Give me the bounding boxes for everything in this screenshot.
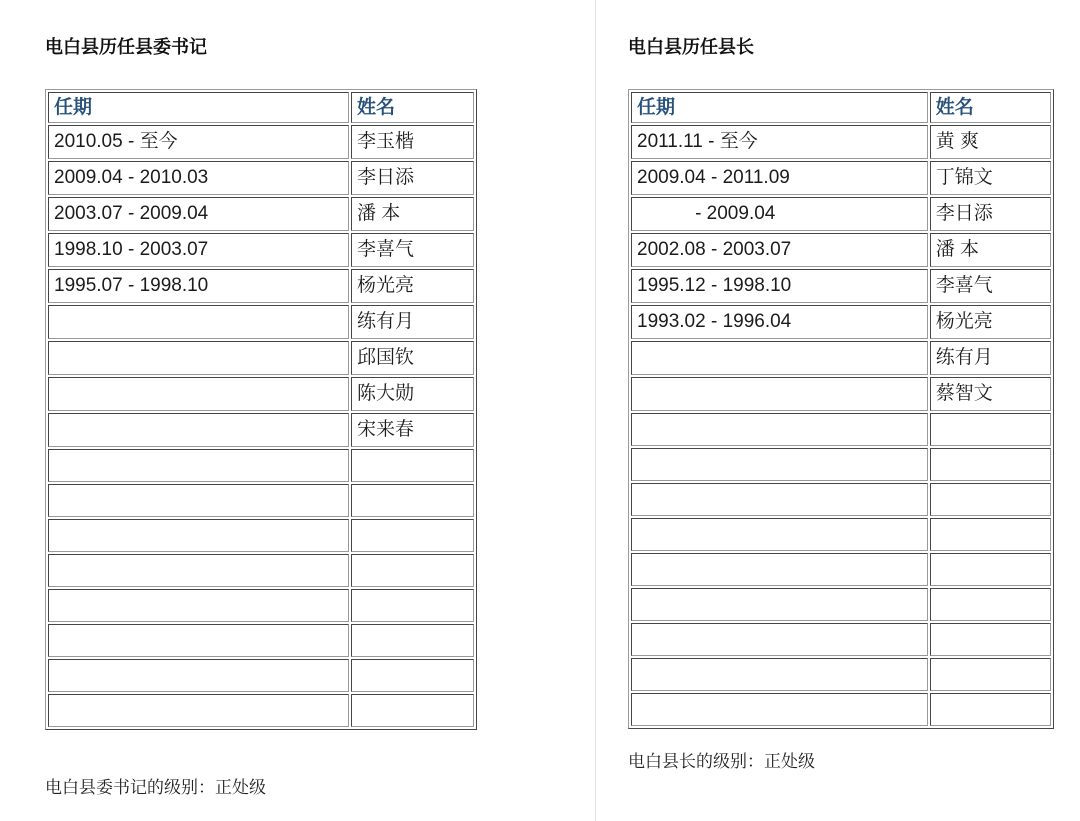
term-cell <box>48 377 349 411</box>
term-cell <box>48 305 349 339</box>
name-cell <box>930 553 1051 586</box>
table-row <box>48 305 474 339</box>
name-cell: 李喜气 <box>930 269 1051 303</box>
name-cell <box>930 413 1051 446</box>
table-row <box>48 377 474 411</box>
term-cell <box>631 483 928 516</box>
term-cell: 1998.10 - 2003.07 <box>48 233 349 267</box>
panel-divider-line <box>595 0 596 821</box>
term-cell <box>631 341 928 375</box>
name-cell <box>930 483 1051 516</box>
table-row <box>48 197 474 231</box>
name-cell <box>351 519 474 552</box>
table-row <box>48 659 474 692</box>
magistrates-table <box>628 89 1054 729</box>
name-cell: 李日添 <box>930 197 1051 231</box>
secretaries-title: 电白县历任县委书记 <box>45 37 207 57</box>
term-cell <box>631 658 928 691</box>
table-row <box>631 553 1051 586</box>
term-cell: 1995.12 - 1998.10 <box>631 269 928 303</box>
term-cell <box>48 624 349 657</box>
name-cell: 黄 爽 <box>930 125 1051 159</box>
name-cell: 练有月 <box>351 305 474 339</box>
name-cell <box>351 484 474 517</box>
term-cell <box>631 413 928 446</box>
name-cell <box>930 623 1051 656</box>
table-row <box>631 588 1051 621</box>
secretaries-table <box>45 89 477 730</box>
table-row <box>631 197 1051 231</box>
header-row <box>48 92 474 123</box>
term-cell: 2003.07 - 2009.04 <box>48 197 349 231</box>
table-row <box>631 448 1051 481</box>
name-cell: 邱国钦 <box>351 341 474 375</box>
table-row <box>48 161 474 195</box>
table-row <box>631 161 1051 195</box>
name-column-header: 姓名 <box>351 92 474 123</box>
table-row <box>631 125 1051 159</box>
term-cell <box>631 588 928 621</box>
name-cell: 李玉楷 <box>351 125 474 159</box>
term-cell <box>48 694 349 727</box>
name-cell: 潘 本 <box>351 197 474 231</box>
table-row <box>48 519 474 552</box>
name-cell <box>351 694 474 727</box>
table-row <box>48 125 474 159</box>
name-cell: 李日添 <box>351 161 474 195</box>
name-cell <box>351 659 474 692</box>
table-row <box>48 233 474 267</box>
term-cell: 2011.11 - 至今 <box>631 125 928 159</box>
term-cell: 2009.04 - 2011.09 <box>631 161 928 195</box>
term-cell <box>631 518 928 551</box>
table-row <box>631 269 1051 303</box>
term-cell <box>48 589 349 622</box>
table-row <box>631 518 1051 551</box>
table-row <box>48 341 474 375</box>
secretaries-panel <box>45 36 477 800</box>
term-cell <box>48 484 349 517</box>
term-cell <box>48 413 349 447</box>
term-cell: 2009.04 - 2010.03 <box>48 161 349 195</box>
name-cell <box>351 554 474 587</box>
magistrates-rank-note: 电白县长的级别：正处级 <box>628 752 815 771</box>
term-cell <box>48 659 349 692</box>
table-row <box>631 413 1051 446</box>
name-cell <box>930 518 1051 551</box>
term-cell: 2010.05 - 至今 <box>48 125 349 159</box>
table-row <box>631 233 1051 267</box>
name-cell: 蔡智文 <box>930 377 1051 411</box>
table-row <box>631 377 1051 411</box>
table-row <box>48 484 474 517</box>
name-cell <box>351 624 474 657</box>
term-cell: 1995.07 - 1998.10 <box>48 269 349 303</box>
name-cell <box>930 448 1051 481</box>
table-row <box>48 589 474 622</box>
term-cell: 1993.02 - 1996.04 <box>631 305 928 339</box>
term-cell <box>631 623 928 656</box>
table-row <box>631 341 1051 375</box>
term-cell: - 2009.04 <box>631 197 928 231</box>
table-row <box>48 269 474 303</box>
term-cell <box>631 693 928 726</box>
magistrates-title: 电白县历任县长 <box>628 37 754 57</box>
table-row <box>631 483 1051 516</box>
name-cell: 丁锦文 <box>930 161 1051 195</box>
secretaries-rank-note: 电白县委书记的级别：正处级 <box>45 778 266 797</box>
name-cell: 练有月 <box>930 341 1051 375</box>
table-row <box>48 449 474 482</box>
table-row <box>48 413 474 447</box>
term-column-header: 任期 <box>631 92 928 123</box>
table-row <box>631 305 1051 339</box>
table-row <box>631 658 1051 691</box>
table-row <box>631 623 1051 656</box>
term-cell <box>631 448 928 481</box>
name-cell: 杨光亮 <box>930 305 1051 339</box>
term-cell <box>631 553 928 586</box>
term-cell: 2002.08 - 2003.07 <box>631 233 928 267</box>
name-cell <box>351 589 474 622</box>
name-cell <box>930 693 1051 726</box>
name-column-header: 姓名 <box>930 92 1051 123</box>
term-cell <box>48 554 349 587</box>
term-cell <box>48 341 349 375</box>
name-cell: 宋来春 <box>351 413 474 447</box>
name-cell: 陈大勋 <box>351 377 474 411</box>
table-row <box>631 693 1051 726</box>
name-cell: 李喜气 <box>351 233 474 267</box>
name-cell: 潘 本 <box>930 233 1051 267</box>
term-column-header: 任期 <box>48 92 349 123</box>
header-row <box>631 92 1051 123</box>
table-row <box>48 554 474 587</box>
name-cell <box>930 588 1051 621</box>
term-cell <box>631 377 928 411</box>
name-cell: 杨光亮 <box>351 269 474 303</box>
name-cell <box>930 658 1051 691</box>
term-cell <box>48 449 349 482</box>
name-cell <box>351 449 474 482</box>
term-cell <box>48 519 349 552</box>
magistrates-panel <box>628 36 1054 774</box>
table-row <box>48 624 474 657</box>
table-row <box>48 694 474 727</box>
